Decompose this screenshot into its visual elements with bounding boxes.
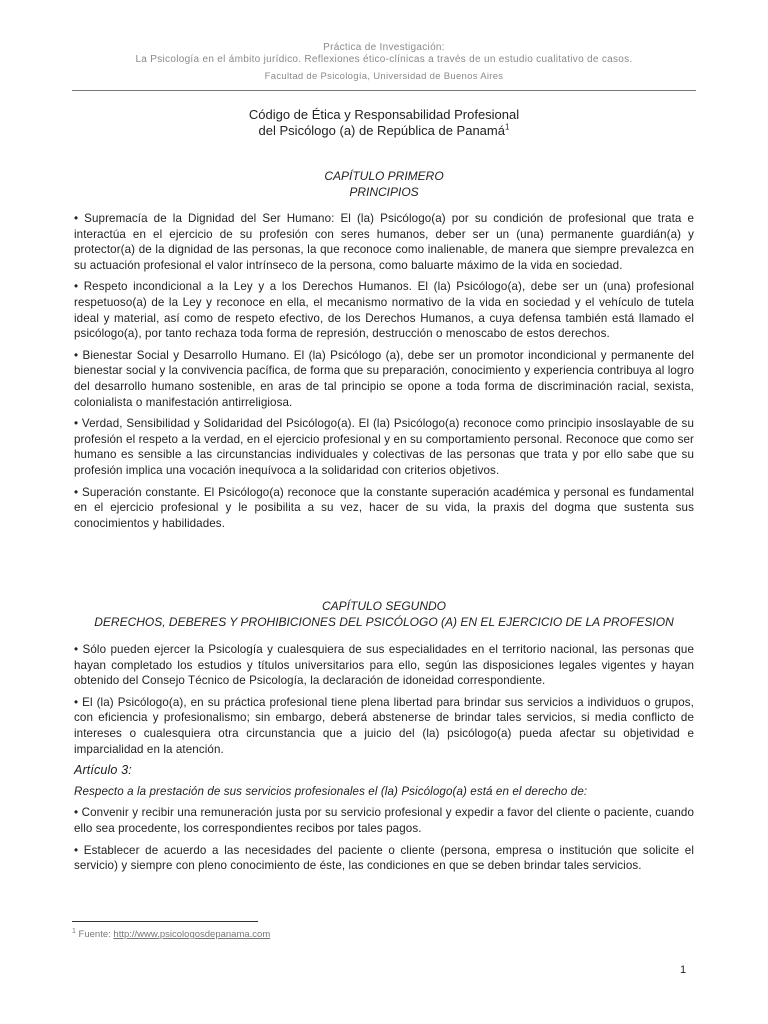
principle-paragraph: • Verdad, Sensibilidad y Solidaridad del Psicólogo(a). El (la) Psicólogo(a) reconoce como principio insoslayable de su profesión el respeto a la verdad, en el ejercicio profesional y en su comportamiento personal. Reconoce que como ser humano es sensible a las circunstancias individuales y colectivas de las personas que trata y por ello sabe que su profesión implica una vocación inequívoca a la solidaridad con criterios objetivos. [74,417,694,477]
title-line-2-text: del Psicólogo (a) de República de Panamá [258,123,505,138]
chapter-1-number: CAPÍTULO PRIMERO [324,169,444,183]
footnote-mark: 1 [72,928,76,935]
header-line-3: Facultad de Psicología, Universidad de Buenos Aires [264,71,504,82]
chapter-1-title: PRINCIPIOS [349,185,419,199]
footnote [72,928,270,940]
article-3-heading: Artículo 3: [74,763,132,778]
principle-paragraph: • Supremacía de la Dignidad del Ser Humano: El (la) Psicólogo(a) por su condición de profesional que trata e interactúa en el ejercicio de su profesión con seres humanos, deber ser un (una) permanente guardián(a) y protector(a) de la dignidad de las personas, la que reconoce como inalienable, de manera que siempre prevalezca en su actuación profesional el valor intrínseco de la persona, como baluarte máximo de la vida en sociedad. [74,212,694,272]
document-title [0,107,768,139]
article-3-intro: Respecto a la prestación de sus servicios profesionales el (la) Psicólogo(a) está en el derecho de: [74,784,588,798]
chapter-2-paragraph: • El (la) Psicólogo(a), en su práctica profesional tiene plena libertad para brindar sus servicios a individuos o grupos, con eficiencia y profesionalismo; sin embargo, deberá abstenerse de brindar tales servicios, si media conflicto de intereses o cualesquiera otra circunstancia que a juicio del (la) psicólogo(a) pueda afectar su objetividad e imparcialidad en la atención. [74,695,694,756]
footnote-label: Fuente: [78,929,111,941]
article-3-paragraph: • Establecer de acuerdo a las necesidades del paciente o cliente (persona, empresa o institución que solicite el servicio) y siempre con pleno conocimiento de éste, las condiciones en que se deben brindar tales servicios. [74,843,694,873]
chapter-1-heading [0,168,768,200]
footnote-divider [72,921,258,922]
footnote-link[interactable]: http://www.psicologosdepanama.com [113,929,271,941]
chapter-2-body [74,642,694,880]
principle-paragraph: • Respeto incondicional a la Ley y a los Derechos Humanos. El (la) Psicólogo(a), debe ser un (una) profesional respetuoso(a) de la Ley y reconoce en ella, el mecanismo normativo de la vida en sociedad y el vehículo de tutela ideal y material, así como de respeto efectivo, de los Derechos Humanos, a cuya defensa también está llamado el psicólogo(a), por tanto rechaza toda forma de represión, destrucción o menoscabo de estos derechos. [74,280,694,341]
title-line-1: Código de Ética y Responsabilidad Profesional [248,107,520,122]
title-footnote-mark[interactable]: 1 [504,122,510,132]
chapter-1-body [74,211,694,537]
principle-paragraph: • Superación constante. El Psicólogo(a) reconoce que la constante superación académica y personal es fundamental en el ejercicio profesional y le posibilita a su vez, hacer de su vida, la praxis del dogma que sustenta sus conocimientos y habilidades. [74,485,694,530]
title-line-2 [0,123,768,139]
page-number: 1 [680,964,687,976]
chapter-2-paragraph: • Sólo pueden ejercer la Psicología y cualesquiera de sus especialidades en el territorio nacional, las personas que hayan completado los estudios y títulos universitarios para ello, según las disposiciones legales vigentes y hayan obtenido del Consejo Técnico de Psicología, la declaración de idoneidad correspondiente. [74,643,694,688]
principle-paragraph: • Bienestar Social y Desarrollo Humano. El (la) Psicólogo (a), debe ser un promotor incondicional y permanente del bienestar social y la convivencia pacífica, de forma que su preparación, conocimiento y experiencia contribuya al logro del desarrollo humano sostenible, en aras de tal principio se opone a toda forma de discriminación racial, sexista, colonialista o manifestación antirreligiosa. [74,348,694,409]
header-line-1: Práctica de Investigación: [323,42,445,53]
header-divider [72,90,696,91]
chapter-2-title: DERECHOS, DEBERES Y PROHIBICIONES DEL PSICÓLOGO (A) EN EL EJERCICIO DE LA PROFESION [94,615,674,629]
article-3-paragraph: • Convenir y recibir una remuneración justa por su servicio profesional y expedir a favor del cliente o paciente, cuando ello sea procedente, los correspondientes recibos por tales pagos. [74,806,694,835]
chapter-2-number: CAPÍTULO SEGUNDO [321,599,447,613]
header-line-2: La Psicología en el ámbito jurídico. Reflexiones ético-clínicas a través de un estudio cualitativo de casos. [135,54,633,65]
chapter-2-heading [0,598,768,630]
